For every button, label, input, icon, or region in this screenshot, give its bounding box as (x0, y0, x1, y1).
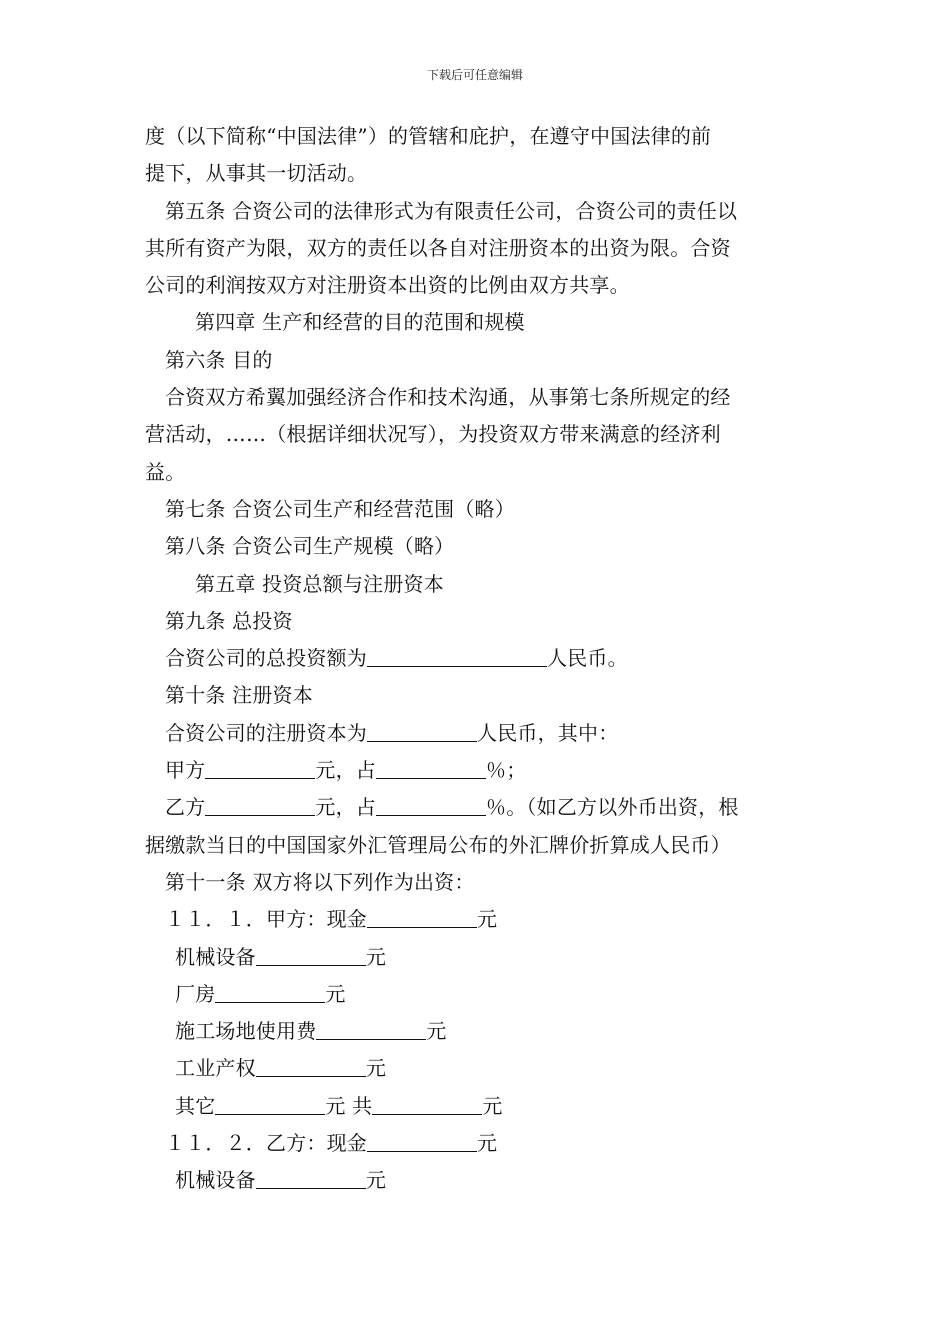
unit-label: 元，占 (315, 795, 377, 820)
party-b-cash-line (145, 1125, 815, 1162)
party-a-share-line (145, 752, 815, 789)
paragraph-line: 据缴款当日的中国国家外汇管理局公布的外汇牌价折算成人民币） (145, 832, 731, 857)
plant-label: 厂房 (175, 981, 216, 1006)
party-b-machinery-line (145, 1162, 815, 1199)
party-a-plant-line (145, 976, 815, 1013)
party-b-amount-blank[interactable] (205, 797, 315, 816)
party-a-cash-blank[interactable] (367, 909, 477, 928)
party-a-other-line (145, 1088, 815, 1125)
unit-label: 元 (365, 1168, 387, 1193)
page-header: 下载后可任意编辑 (426, 68, 523, 82)
article-10-heading: 第十条 注册资本 (165, 683, 313, 708)
total-investment-label: 合资公司的总投资额为 (165, 646, 367, 671)
paragraph-line: 其所有资产为限，双方的责任以各自对注册资本的出资为限。合资 (145, 235, 731, 260)
paragraph-line: 营活动，……（根据详细状况写），为投资双方带来满意的经济利 (145, 422, 721, 447)
party-b-cash-blank[interactable] (367, 1133, 477, 1152)
site-fee-label: 施工场地使用费 (175, 1019, 317, 1044)
unit-label: 元，占 (315, 758, 377, 783)
total-investment-blank[interactable] (367, 648, 547, 667)
unit-label: 元 (426, 1019, 447, 1044)
machinery-label: 机械设备 (175, 1168, 256, 1193)
party-b-machinery-blank[interactable] (256, 1170, 366, 1189)
party-a-machinery-line (145, 939, 815, 976)
party-a-site-fee-blank[interactable] (316, 1021, 426, 1040)
party-a-label: 甲方 (165, 758, 206, 783)
unit-label: 元 (477, 1131, 498, 1156)
currency-label: 人民币，其中： (477, 720, 619, 745)
document-body (145, 118, 815, 1200)
paragraph-line: 益。 (145, 459, 186, 484)
unit-label: 元 (477, 907, 498, 932)
article-5-line: 第五条 合资公司的法律形式为有限责任公司，合资公司的责任以 (165, 198, 738, 223)
total-investment-line (145, 640, 815, 677)
party-b-label: 乙方 (165, 795, 206, 820)
percent-note: ％。（如乙方以外币出资，根 (486, 795, 739, 820)
other-label: 其它 (175, 1093, 216, 1118)
paragraph-line: 合资双方希翼加强经济合作和技术沟通，从事第七条所规定的经 (165, 385, 731, 410)
unit-label: 元 (365, 1056, 387, 1081)
party-a-machinery-blank[interactable] (256, 947, 366, 966)
party-a-plant-blank[interactable] (215, 984, 325, 1003)
chapter-4-heading: 第四章 生产和经营的目的范围和规模 (195, 310, 525, 335)
party-a-total-blank[interactable] (372, 1096, 482, 1115)
unit-total-label: 元 共 (325, 1093, 373, 1118)
paragraph-line: 提下，从事其一切活动。 (145, 161, 368, 186)
party-a-amount-blank[interactable] (205, 760, 315, 779)
registered-capital-line (145, 715, 815, 752)
party-a-ip-blank[interactable] (256, 1058, 366, 1077)
party-a-cash-label: １１．１．甲方：现金 (165, 907, 367, 932)
article-7-line: 第七条 合资公司生产和经营范围（略） (165, 496, 515, 521)
unit-label: 元 (365, 944, 387, 969)
article-11-heading: 第十一条 双方将以下列作为出资： (165, 869, 475, 894)
party-a-site-fee-line (145, 1013, 815, 1050)
chapter-5-heading: 第五章 投资总额与注册资本 (195, 571, 444, 596)
party-b-cash-label: １１．２．乙方：现金 (165, 1131, 367, 1156)
article-8-line: 第八条 合资公司生产规模（略） (165, 534, 455, 559)
party-a-percent-blank[interactable] (376, 760, 486, 779)
currency-label: 人民币。 (547, 646, 628, 671)
ip-label: 工业产权 (175, 1056, 256, 1081)
registered-capital-label: 合资公司的注册资本为 (165, 720, 367, 745)
article-9-heading: 第九条 总投资 (165, 608, 293, 633)
registered-capital-blank[interactable] (367, 723, 477, 742)
article-6-heading: 第六条 目的 (165, 347, 273, 372)
machinery-label: 机械设备 (175, 944, 256, 969)
percent-label: ％； (486, 758, 527, 783)
unit-label: 元 (325, 981, 346, 1006)
paragraph-line: 度（以下简称“中国法律”）的管辖和庇护，在遵守中国法律的前 (145, 124, 712, 148)
party-a-other-blank[interactable] (215, 1096, 325, 1115)
party-a-cash-line (145, 901, 815, 938)
party-b-percent-blank[interactable] (376, 797, 486, 816)
unit-label: 元 (482, 1093, 503, 1118)
party-b-share-line (145, 789, 815, 826)
party-a-ip-line (145, 1050, 815, 1087)
paragraph-line: 公司的利润按双方对注册资本出资的比例由双方共享。 (145, 273, 630, 298)
